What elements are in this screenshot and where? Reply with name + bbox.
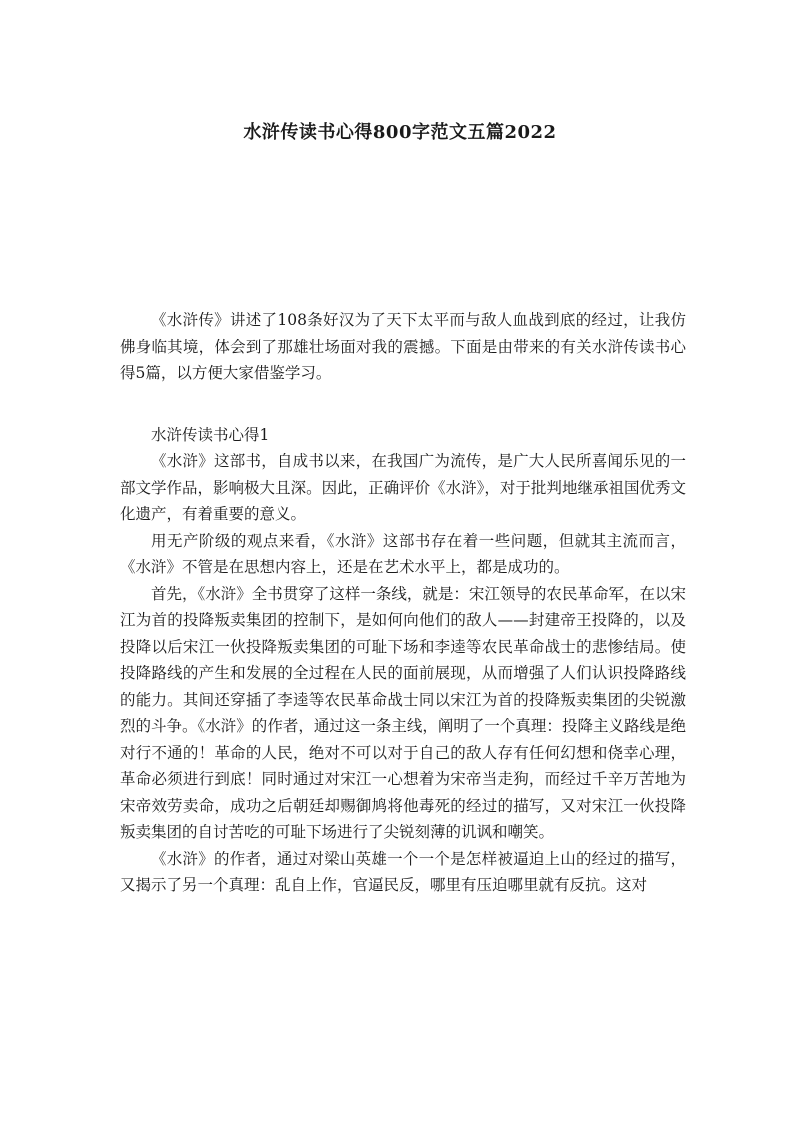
section-heading: 水浒传读书心得1 bbox=[151, 425, 270, 444]
body-paragraph: 《水浒》这部书，自成书以来，在我国广为流传，是广大人民所喜闻乐见的一部文学作品，影响极大且深。因此，正确评价《水浒》，对于批判地继承祖国优秀文化遗产，有着重要的意义。 bbox=[120, 452, 686, 523]
body-paragraph: 《水浒》的作者，通过对梁山英雄一个一个是怎样被逼迫上山的经过的描写，又揭示了另一个真理：乱自上作，官逼民反，哪里有压迫哪里就有反抗。这对 bbox=[120, 849, 686, 894]
body-paragraph: 首先，《水浒》全书贯穿了这样一条线，就是：宋江领导的农民革命军，在以宋江为首的投降叛卖集团的控制下，是如何向他们的敌人——封建帝王投降的，以及投降以后宋江一伙投降叛卖集团的可耻下场和李逵等农民革命战士的悲惨结局。使投降路线的产生和发展的全过程在人民的面前展现，从而增强了人们认识投降路线的能力。其间还穿插了李逵等农民革命战士同以宋江为首的投降叛卖集团的尖锐激烈的斗争。《水浒》的作者，通过这一条主线，阐明了一个真理：投降主义路线是绝对行不通的！革命的人民，绝对不可以对于自己的敌人存有任何幻想和侥幸心理，革命必须进行到底！同时通过对宋江一心想着为宋帝当走狗，而经过千辛万苦地为宋帝效劳卖命，成功之后朝廷却赐御鸠将他毒死的经过的描写，又对宋江一伙投降叛卖集团的自讨苦吃的可耻下场进行了尖锐刻薄的讥讽和嘲笑。 bbox=[120, 584, 686, 841]
body-paragraph: 用无产阶级的观点来看，《水浒》这部书存在着一些问题，但就其主流而言，《水浒》不管是在思想内容上，还是在艺术水平上，都是成功的。 bbox=[120, 531, 686, 576]
document-body bbox=[120, 307, 686, 899]
document-title: 水浒传读书心得800字范文五篇2022 bbox=[243, 122, 557, 144]
intro-paragraph: 《水浒传》讲述了108条好汉为了天下太平而与敌人血战到底的经过，让我仿佛身临其境，体会到了那雄壮场面对我的震撼。下面是由带来的有关水浒传读书心得5篇，以方便大家借鉴学习。 bbox=[120, 311, 686, 382]
